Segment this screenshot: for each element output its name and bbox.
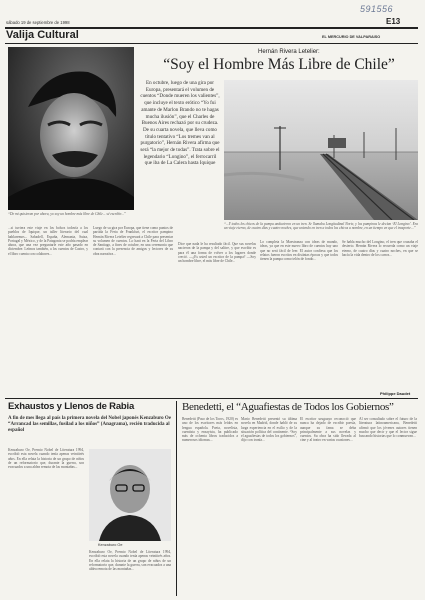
newspaper-name: EL MERCURIO DE VALPARAISO — [322, 35, 381, 39]
archive-stamp: 591556 — [360, 4, 394, 14]
railway-photo — [224, 80, 418, 220]
second-body: Kenzaburo Oe, Premio Nobel de Literatura 1994, escribió esta novela cuando tenía apenas veintitrés años. En ella relata la historia de un grupo de niños de un reformatorio que, durante la guerra, son evacuados a una aldea remota de las montañas... — [8, 448, 84, 470]
story-divider — [5, 398, 418, 399]
kenzaburo-image — [89, 449, 171, 541]
portrait-image — [8, 47, 134, 210]
header-page-number: E13 — [386, 17, 401, 26]
third-body-column-2: Mario Benedetti presentó su última novela en Madrid, donde habló de su larga experiencia en el exilio y de la situación política del continente. “Soy el aguafiestas de todos los gobiernos”, dijo con ironía... — [241, 417, 297, 443]
second-deck: A fin de mes llega al país la primera novela del Nobel japonés Kenzaburo Oe “Arrancad las semillas, fusilad a los niños” (Anagrama), recién traducida al español — [8, 416, 171, 433]
author-signature: Philippe Daudet — [380, 391, 411, 396]
section-title: Valija Cultural — [6, 29, 79, 41]
kenzaburo-photo — [89, 449, 171, 541]
header-date: sábado 19 de septiembre de 1998 — [6, 20, 70, 25]
railway-image — [224, 80, 418, 220]
second-body-continued: Kenzaburo Oe, Premio Nobel de Literatura 1994, escribió esta novela cuando tenía apenas veintitrés años. En ella relata la historia de un grupo de niños de un reformatorio que, durante la guerra, son evacuados a una aldea remota de las montañas... — [89, 550, 171, 572]
vertical-divider — [176, 401, 177, 596]
third-body-column-3: El escritor uruguayo reconoció que nunca ha dejado de escribir poesía, aunque su fama se deba principalmente a sus novelas y cuentos. Su obra ha sido llevada al cine y al teatro en varias ocasiones... — [300, 417, 356, 443]
section-rule — [5, 43, 418, 44]
third-body-column-1: Benedetti (Paso de los Toros, 1920) es uno de los escritores más leídos en lengua española. Poeta, novelista, cuentista y ensayista, ha publicado más de ochenta libros traducidos a numerosos idiomas... — [182, 417, 238, 443]
third-body-column-4: Al ser consultado sobre el futuro de la literatura latinoamericana, Benedetti afirmó que los jóvenes autores tienen mucho que decir y que el lector sigue buscando historias que lo conmuevan... — [359, 417, 417, 439]
portrait-photo — [8, 47, 134, 210]
main-headline: “Soy el Hombre Más Libre de Chile” — [163, 56, 395, 73]
portrait-caption: “De mi quisieran por ahora, yo soy un hombre más libre de Chile... sé escribir...” — [8, 212, 126, 216]
author-line: Hernán Rivera Letelier: — [258, 49, 320, 55]
main-body-column-1: ...si tuviera este viaje en los bolsos todavía a los pueblos de Iquique, un taller literario del cual hablaremos... Sabadell, España, Alemania, Suiza, Portugal y México, y de la Patagonia se podría emplear ahora, que una vez preguntarle este año pasado en diciembre. Leímos también, a los cuentos de Castro, y el libro cuenta con colabores... — [8, 226, 88, 256]
lead-text: En octubre, luego de una gira por Europa, presentará el volumen de cuentos “Donde mueren los valientes”, que incluye el texto erótico “Yo fui amante de Marlon Brando no te hagas mucha ilusión”, que el Charles de Buenos Aires rechazó por su crudeza. De su cuarta novela, que lleva como título tentativo “Los tremes van al purgatorio”, Hernán Rivera afirma que será “la mejor de todas”. Trata sobre el legendario “Longino”, el ferrocarril que iba de La Calera hasta Iquique — [140, 80, 220, 167]
second-headline: Exhaustos y Llenos de Rabia — [8, 401, 135, 412]
main-body-column-4: Lo completa la Maestranza con ideas de mundo, ideas, ya que en este nuevo libro de cuentos hay uno que no será fácil de leer. El autor confiesa que los relatos fueron escritos en distintas épocas y que todos tienen la pampa como telón de fondo... — [260, 240, 338, 262]
third-headline: Benedetti, el “Aguafiestas de Todos los Gobiernos” — [182, 401, 394, 413]
main-body-column-5: Se habla mucho del Longino, el tren que cruzaba el desierto. Hernán Rivera lo recuerda como un viaje eterno, de cuatro días y cuatro noches, en que se hacía la vida dentro de los carros... — [342, 240, 418, 257]
railway-caption: “...Y todos los chicos de la pampa anduvieron en un tren. Se llamaba Longitudinal Norte, y los pampinos le decían ‘El Longino’. Era un viaje eterno, de cuatro días y cuatro noches, que uniendo en tren a todos los chicos a nombre, en un tiempo en que el trasporte...” — [224, 222, 418, 231]
main-body-column-2: Luego de su gira por Europa, que tiene como puntos de partida la Feria de Frankfurt, el escritor pampino Hernán Rivera Letelier regresará a Chile para presentar su volumen de cuentos. Lo hará en la Feria del Libro de Santiago, a fines de octubre, en una ceremonia que contará con la presencia de amigos y lectores de su obra narrativa... — [93, 226, 173, 256]
kenzaburo-caption: Kenzaburo Oe — [98, 543, 123, 547]
main-body-column-3: Dice que nada le ha resultado fácil. Que sus novelas nacieron de la pampa y del salitre, y que escribir es para él una forma de volver a los lugares donde creció. —¿Es usted un escritor de la pampa? —Soy un hombre libre, el más libre de Chile... — [178, 242, 256, 264]
